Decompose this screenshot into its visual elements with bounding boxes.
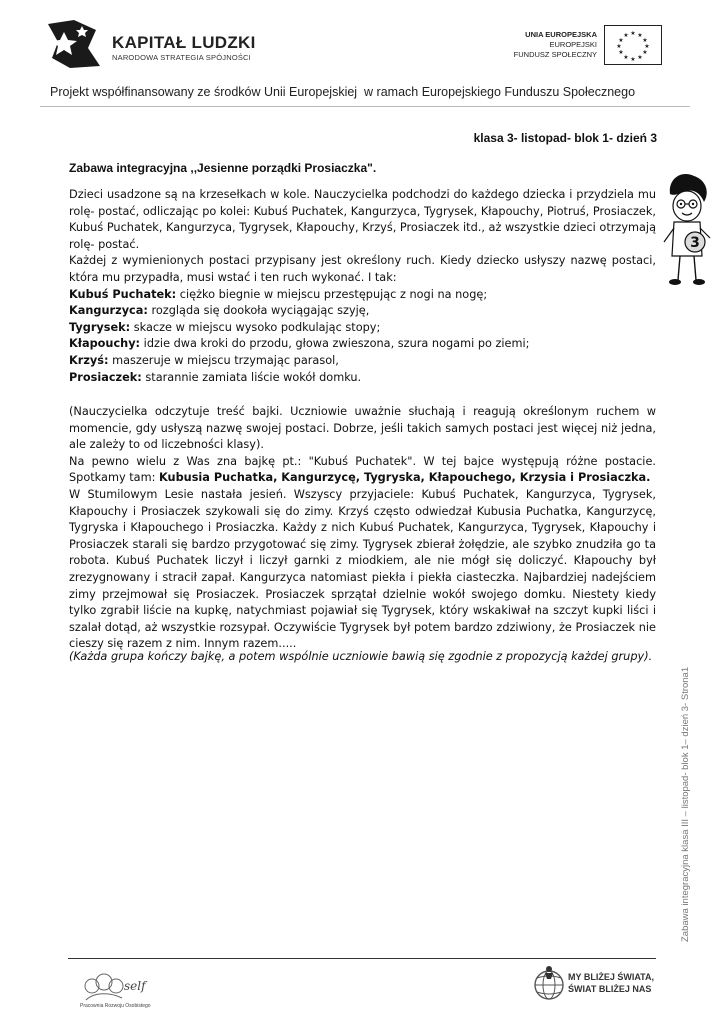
- svg-text:★: ★: [630, 30, 636, 37]
- side-page-footer: Zabawa integracyjna klasa III – listopad- blok 1– dzień 3- Strona1: [680, 666, 691, 942]
- eu-europejski: EUROPEJSKI: [549, 40, 597, 49]
- move-character: Tygrysek:: [69, 320, 131, 334]
- svg-text:★: ★: [618, 49, 624, 56]
- closing-section: [69, 649, 656, 666]
- move-item: [69, 303, 656, 320]
- header-divider: [40, 106, 690, 107]
- svg-text:★: ★: [642, 49, 648, 56]
- svg-text:★: ★: [637, 32, 643, 39]
- project-cofinancing-line: [50, 85, 635, 99]
- paragraph-story-intro: [69, 454, 656, 487]
- kapital-ludzki-subtitle: NARODOWA STRATEGIA SPÓJNOŚCI: [112, 53, 251, 62]
- move-character: Kłapouchy:: [69, 337, 141, 351]
- globe-logo-icon: [533, 965, 565, 1005]
- svg-text:★: ★: [642, 37, 648, 44]
- mbs-line-2: ŚWIAT BLIŻEJ NAS: [568, 984, 652, 994]
- eu-fundusz: FUNDUSZ SPOŁECZNY: [513, 50, 597, 59]
- move-item: [69, 336, 656, 353]
- move-character: Prosiaczek:: [69, 370, 142, 384]
- intro-section: [69, 187, 656, 386]
- move-character: Krzyś:: [69, 353, 109, 367]
- activity-title: Zabawa integracyjna ,,Jesienne porządki Prosiaczka".: [69, 161, 377, 175]
- kapital-ludzki-logo: [44, 18, 104, 70]
- svg-text:★: ★: [623, 54, 629, 61]
- story-intro-text: Na pewno wielu z Was zna bajkę pt.: "Kubuś Puchatek". W tej bajce występują różne postacie. Spotkamy tam:: [69, 454, 656, 485]
- move-item: [69, 320, 656, 337]
- move-character: Kangurzyca:: [69, 304, 148, 318]
- story-characters: Kubusia Puchatka, Kangurzycę, Tygryska, Kłapouchego, Krzysia i Prosiaczka.: [158, 471, 651, 485]
- move-character: Kubuś Puchatek:: [69, 287, 177, 301]
- paragraph-closing: (Każda grupa kończy bajkę, a potem wspólnie uczniowie bawią się zgodnie z propozycją każdej grupy).: [69, 650, 653, 663]
- move-description: ciężko biegnie w miejscu przestępując z nogi na nogę;: [176, 287, 488, 301]
- self-logo-caption: Pracownia Rozwoju Osobistego: [80, 1003, 151, 1009]
- svg-text:★: ★: [616, 43, 622, 50]
- story-section: [69, 404, 656, 653]
- move-description: rozgląda się dookoła wyciągając szyję,: [147, 304, 370, 318]
- move-item: [69, 353, 656, 370]
- move-item: [69, 287, 656, 304]
- project-line-part-1: Projekt współfinansowany ze środków Unii Europejskiej: [50, 85, 358, 99]
- paragraph-teacher-note: (Nauczycielka odczytuje treść bajki. Uczniowie uważnie słuchają i reagują określonym ruchem w momencie, gdy usłyszą nazwę swojej postaci. Dobrze, jeśli takich samych postaci jest więcej niż jedna, ale zależy to od liczebności klasy).: [69, 405, 656, 452]
- project-line-part-2: w ramach Europejskiego Funduszu Społecznego: [364, 85, 636, 99]
- mbs-line-1: MY BLIŻEJ ŚWIATA,: [568, 972, 655, 982]
- my-blizej-swiata-text: [568, 971, 654, 995]
- svg-text:★: ★: [637, 54, 643, 61]
- eu-name: UNIA EUROPEJSKA: [525, 30, 597, 39]
- move-description: maszeruje w miejscu trzymając parasol,: [108, 353, 339, 367]
- move-item: [69, 370, 656, 387]
- svg-text:★: ★: [623, 32, 629, 39]
- eu-flag-icon: [604, 25, 662, 65]
- cartoon-child-illustration: [662, 172, 712, 290]
- paragraph-story: W Stumilowym Lesie nastała jesień. Wszyscy przyjaciele: Kubuś Puchatek, Kangurzyca, Tygrysek, Kłapouchy i Prosiaczek szykowali się do zimy. Krzyś często odwiedzał Kubusia Puchatka, Kangurzycę, Tygryska i Kłapouchego i Prosiaczka. Każdy z nich Kubuś Puchatek, Kangurzyca, Tygrysek, Kłapouchy i Prosiaczek starali się bardzo przygotować się zimy. Tygrysek zbierał żołędzie, ale szybko znudziła go ta robota. Kubuś Puchatek liczył i liczył garnki z miodkiem, ale nie mógł się doliczyć. Kłapouchy był zrezygnowany i stracił zapał. Kangurzyca natomiast piekła i piekła ciasteczka. Najbardziej nadejściem zimy przejmował się Prosiaczek. Prosiaczek sprzątał dzielnie wokół swojego domku. Niestety kiedy tylko zgrabił liście na kupkę, natychmiast pojawiał się Tygrysek, który wskakiwał na szczyt kupki liści i szalał dotąd, aż wszystkie rozsypał. Oczywiście Tygrysek był potem bardzo zdziwiony, że Prosiaczek nie cieszy się razem z nim. Innym razem.....: [69, 487, 656, 651]
- paragraph-rules: Każdej z wymienionych postaci przypisany jest określony ruch. Kiedy dziecko usłyszy nazwę postaci, która mu przypadła, musi wstać i ten ruch wykonać. I tak:: [69, 254, 656, 284]
- kapital-ludzki-title: KAPITAŁ LUDZKI: [112, 33, 256, 52]
- eu-fund-text: [514, 30, 597, 60]
- paragraph-intro: Dzieci usadzone są na krzesełkach w kole. Nauczycielka podchodzi do każdego dziecka i przydziela mu rolę- postać, odliczając po kolei: Kubuś Puchatek, Kangurzyca, Tygrysek, Kłapouchy, Piotruś, Prosiaczek, Kubuś Puchatek, Kangurzyca, Tygrysek, Kłapouchy, Krzyś, Prosiaczek itd., aż wszystkie dzieci otrzymają rolę- postać.: [69, 188, 656, 251]
- footer-divider: [68, 958, 656, 959]
- svg-text:★: ★: [618, 37, 624, 44]
- move-description: idzie dwa kroki do przodu, głowa zwieszona, szura nogami po ziemi;: [140, 337, 530, 351]
- svg-text:★: ★: [630, 56, 636, 63]
- move-description: starannie zamiata liście wokół domku.: [141, 370, 362, 384]
- grade-badge-number: 3: [690, 235, 700, 251]
- svg-text:★: ★: [644, 43, 650, 50]
- lesson-header: klasa 3- listopad- blok 1- dzień 3: [473, 131, 657, 145]
- move-description: skacze w miejscu wysoko podkulając stopy;: [130, 320, 381, 334]
- self-logo-text: self: [124, 979, 146, 993]
